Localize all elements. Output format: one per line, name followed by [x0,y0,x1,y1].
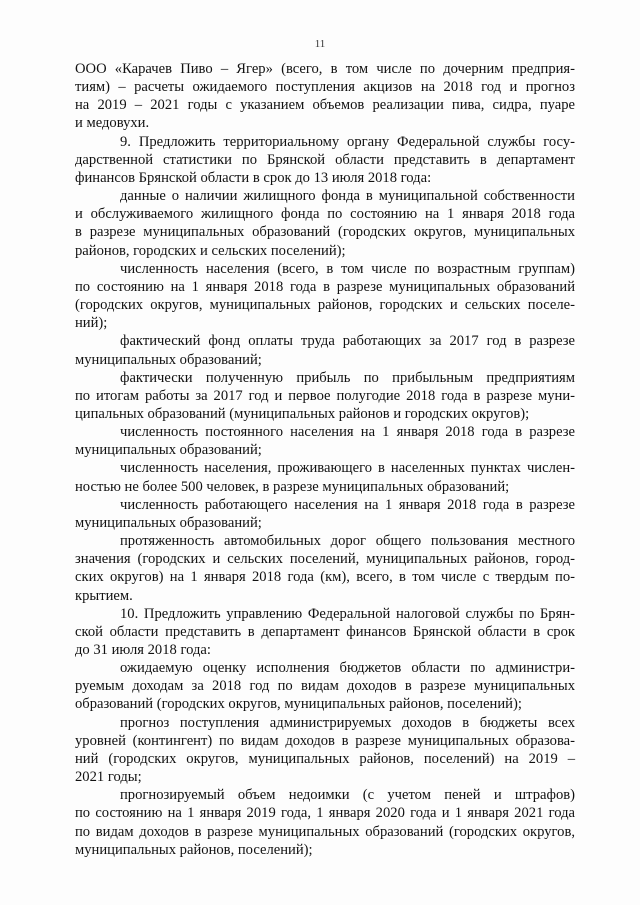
page-number: 11 [314,38,326,50]
text-line: в разрезе муниципальных образований (городских округов, муниципальных [75,224,575,241]
text-line: по видам доходов в разрезе муниципальных образований (городских округов, [75,823,575,840]
text-line: по итогам работы за 2017 год и первое полугодие 2018 года в разрезе муни- [75,387,575,404]
text-line: и обслуживаемого жилищного фонда по состоянию на 1 января 2018 года [75,206,575,223]
text-line: муниципальных районов, поселений); [75,841,313,858]
text-line: ООО «Карачев Пиво – Ягер» (всего, в том числе по дочерним предприя- [75,61,575,77]
text-line: руемым доходам за 2018 год по видам доходов в разрезе муниципальных [75,678,575,695]
text-line: муниципальных образований; [75,442,262,459]
text-line: ципальных образований (муниципальных районов и городских округов); [75,405,530,422]
text-line: тиям) – расчеты ожидаемого поступления акцизов на 2018 год и прогноз [75,79,575,96]
text-line: образований (городских округов, муниципальных районов, поселений); [75,696,522,713]
text-line: крытием. [75,587,133,604]
text-line: фактический фонд оплаты труда работающих за 2017 год в разрезе [120,333,575,350]
text-line: численность населения (всего, в том числе по возрастным группам) [120,260,575,277]
text-line: ожидаемую оценку исполнения бюджетов области по администри- [120,660,575,677]
text-line: муниципальных образований; [75,351,262,368]
text-line: прогнозируемый объем недоимки (с учетом пеней и штрафов) [120,787,575,804]
document-body [75,60,575,859]
text-line: 9. Предложить территориальному органу Федеральной службы госу- [120,133,575,150]
text-line: (городских округов, муниципальных районов, городских и сельских поселе- [75,297,575,314]
text-line: ностью не более 500 человек, в разрезе муниципальных образований; [75,478,510,495]
text-line: на 2019 – 2021 годы с указанием объемов реализации пива, сидра, пуаре [75,97,575,114]
text-line: численность населения, проживающего в населенных пунктах числен- [120,460,575,477]
text-line: и медовухи. [75,115,150,132]
text-line: по состоянию на 1 января 2019 года, 1 января 2020 года и 1 января 2021 года [75,805,575,822]
text-line: ской области представить в департамент финансов Брянской области в срок [75,623,575,640]
text-line: по состоянию на 1 января 2018 года в разрезе муниципальных образований [75,278,575,295]
text-line: до 31 июля 2018 года: [75,642,211,658]
text-line: прогноз поступления администрируемых доходов в бюджеты всех [120,714,575,731]
text-line: протяженность автомобильных дорог общего пользования местного [120,533,575,550]
text-line: ний); [75,315,108,332]
text-line: финансов Брянской области в срок до 13 июля 2018 года: [75,169,432,186]
text-line: дарственной статистики по Брянской области представить в департамент [75,151,575,168]
text-line: ний (городских округов, муниципальных районов, поселений) на 2019 – [75,750,575,767]
text-line: районов, городских и сельских поселений); [75,242,346,259]
text-line: муниципальных образований; [75,514,262,531]
text-line: численность постоянного населения на 1 января 2018 года в разрезе [120,424,575,441]
text-line: численность работающего населения на 1 января 2018 года в разрезе [120,496,575,513]
text-line: 10. Предложить управлению Федеральной налоговой службы по Брян- [120,605,575,622]
text-line: значения (городских и сельских поселений, муниципальных районов, город- [75,551,575,568]
text-line: 2021 годы; [75,769,142,786]
text-line: фактически полученную прибыль по прибыльным предприятиям [120,369,575,386]
text-line: ских округов) на 1 января 2018 года (км), всего, в том числе с твердым по- [75,569,575,586]
text-line: данные о наличии жилищного фонда в муниципальной собственности [120,188,575,205]
text-line: уровней (контингент) по видам доходов в разрезе муниципальных образова- [75,732,575,749]
